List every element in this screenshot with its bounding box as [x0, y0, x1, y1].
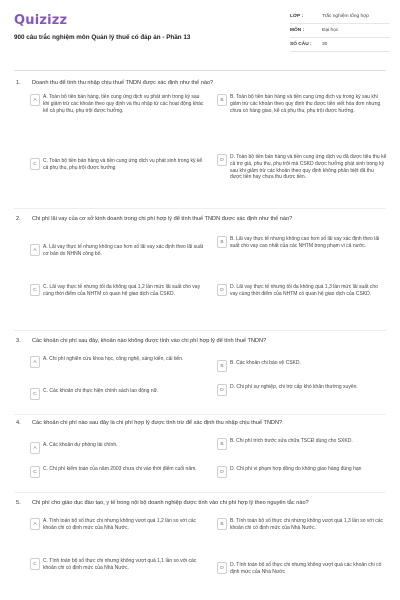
- option-text: A. Lãi vay thực tế nhưng không cao hơn số lãi vay xác định theo lãi suất cơ bản do NHNN công bố.: [43, 244, 204, 257]
- meta-key: MÔN :: [290, 28, 305, 33]
- option-letter: C: [30, 388, 40, 400]
- option-text: D. Tính toán bộ số thực chi nhưng không vượt quá các khoản chi có định mức của Nhà Nước: [230, 562, 382, 575]
- option-text: B. Tính toán bộ số thực chi nhưng không vượt quá 1,3 lần so với các khoản chi có định mức của Nhà Nước.: [230, 518, 383, 531]
- option-a[interactable]: [30, 356, 205, 368]
- option-d[interactable]: [217, 466, 387, 478]
- option-letter: A: [30, 244, 40, 256]
- question-divider: [14, 330, 386, 331]
- option-b[interactable]: [217, 94, 387, 114]
- option-text: C. Các khoản chi thực hiện chính sách lao động nữ.: [43, 388, 159, 394]
- option-letter: A: [30, 356, 40, 368]
- option-letter: B: [217, 236, 227, 248]
- option-text: B. Chi phí trích trước sửa chữa TSCĐ dùng cho SXKD.: [230, 438, 353, 444]
- option-letter: C: [30, 158, 40, 170]
- worksheet-title: 900 câu trắc nghiệm môn Quản lý thuế có đáp án - Phần 13: [14, 34, 191, 41]
- question-text: Chi phí cho giáo dục đào tạo, y tế trong nội bộ doanh nghiệp được tính vào chi phí hợp lý theo nguyên tắc nào?: [32, 500, 309, 506]
- option-letter: D: [217, 562, 227, 574]
- option-d[interactable]: [217, 154, 387, 181]
- option-a[interactable]: [30, 244, 205, 258]
- meta-key: LỚP :: [290, 14, 304, 19]
- meta-row-class: [290, 10, 390, 24]
- option-b[interactable]: [217, 236, 387, 250]
- option-c[interactable]: [30, 284, 205, 298]
- option-text: D. Chi phí sự nghiệp, chi trợ cấp khó khăn thường xuyên.: [230, 384, 358, 390]
- option-text: C. Tính toán bộ số thực chi nhưng không vượt quá 1,1 lần so với các khoản chi có định mức của Nhà Nước.: [43, 558, 197, 571]
- option-letter: B: [217, 438, 227, 450]
- option-c[interactable]: [30, 158, 205, 172]
- option-text: A. Tính toán bộ số thực chi nhưng không vượt quá 1,2 lần so với các khoản chi có định mức của Nhà Nước.: [43, 518, 196, 531]
- option-letter: B: [217, 360, 227, 372]
- option-d[interactable]: [217, 284, 387, 298]
- question-text: Các khoản chi phí sau đây, khoản nào không được tính vào chi phí hợp lý để tính thuế TNDN?: [32, 338, 267, 344]
- option-text: D. Chi phí vi phạm hợp đồng do không giao hàng đúng hạn: [230, 466, 362, 472]
- question-number: 4.: [16, 420, 21, 426]
- option-text: D. Toàn bộ tiền bán hàng và tiền cung ứng dịch vụ đã được tiêu thụ kể cả trợ giá, phụ thu, phụ trội mà CSKD được hưởng phát sinh trong kỳ sau khi giảm trừ các khoản theo quy định không phân biệt đã thu được tiền hay chưa thu được tiền.: [230, 154, 387, 181]
- option-letter: D: [217, 384, 227, 396]
- option-text: B. Lãi vay thực tế nhưng không cao hơn số lãi vay xác định theo lãi suất cho vay cao nhất của các NHTM trong phạm vi cả nước.: [230, 236, 380, 249]
- question-divider: [14, 492, 386, 493]
- option-b[interactable]: [217, 360, 387, 372]
- option-text: A. Chi phí nghiên cứu khoa học, công nghệ, sáng kiến, cải tiến.: [43, 356, 184, 362]
- option-text: C. Lãi vay thực tế nhưng tối đa không quá 1,2 lần mức lãi suất cho vay cùng thời điểm của NHTM có quan hệ giao dịch của CSKD.: [43, 284, 201, 297]
- option-text: B. Các khoản chi báo vệ CSKD.: [230, 360, 301, 366]
- meta-row-subject: [290, 24, 390, 38]
- option-a[interactable]: [30, 442, 205, 454]
- option-b[interactable]: [217, 518, 387, 532]
- option-letter: C: [30, 284, 40, 296]
- meta-key: SỐ CÂU :: [290, 42, 312, 47]
- option-letter: B: [217, 518, 227, 530]
- question-number: 5.: [16, 500, 21, 506]
- option-letter: D: [217, 154, 227, 166]
- quizizz-logo: Quizizz: [14, 13, 68, 28]
- option-letter: A: [30, 442, 40, 454]
- option-text: B. Toàn bộ tiền bán hàng và tiền cung ứng dịch vụ trong kỳ sau khi giảm trừ các khoản theo quy định thu được tiền viết hóa đơn nhưng chưa có hàng giao, kể cả phụ thu, phụ trội được hưởng.: [230, 94, 381, 114]
- option-text: A. Các khoản dự phòng tài chính.: [43, 442, 118, 448]
- option-letter: A: [30, 94, 40, 106]
- option-letter: D: [217, 466, 227, 478]
- question-number: 3.: [16, 338, 21, 344]
- meta-value: Trắc nghiệm tổng hợp: [322, 14, 369, 19]
- option-text: A. Toàn bộ tiền bán hàng, tiền cung ứng dịch vụ phát sinh trong kỳ sau khi giảm trừ các khoản theo quy định và thu nhập từ các hoạt động khác kể cả phụ thu, phụ trội được hưởng.: [43, 94, 204, 114]
- question-text: Chi phí lãi vay của cơ sở kinh doanh trong chi phí hợp lý để tính thuế TNDN được xác định như thế nào?: [32, 216, 293, 222]
- option-d[interactable]: [217, 562, 387, 576]
- option-letter: C: [30, 558, 40, 570]
- option-c[interactable]: [30, 558, 205, 572]
- header-divider: [14, 70, 386, 71]
- meta-value: 30: [322, 42, 328, 47]
- option-text: C. Chi phí kiểm toán của năm 2003 chưa chi vào thời điểm cuối năm.: [43, 466, 197, 472]
- question-divider: [14, 414, 386, 415]
- option-letter: C: [30, 466, 40, 478]
- meta-value: Đại học: [322, 28, 339, 33]
- option-b[interactable]: [217, 438, 387, 450]
- option-c[interactable]: [30, 388, 205, 400]
- option-a[interactable]: [30, 94, 205, 114]
- option-text: D. Lãi vay thực tế nhưng tối đa không quá 1,3 lần mức lãi suất cho vay cùng thời điểm của NHTM có quan hệ giao dịch của CSKD.: [230, 284, 378, 297]
- worksheet-header: [0, 0, 400, 64]
- question-text: Các khoản chi phí nào sau đây là chi phí hợp lý được tính trừ để xác định thu nhập chịu thuế TNDN?: [32, 420, 283, 426]
- question-divider: [14, 208, 386, 209]
- option-d[interactable]: [217, 384, 387, 396]
- meta-row-count: [290, 38, 390, 52]
- option-letter: B: [217, 94, 227, 106]
- option-a[interactable]: [30, 518, 205, 532]
- option-letter: D: [217, 284, 227, 296]
- question-text: Doanh thu để tính thu nhập chịu thuế TNDN được xác định như thế nào?: [32, 80, 214, 86]
- worksheet-meta: [290, 10, 390, 52]
- question-number: 1.: [16, 80, 21, 86]
- option-c[interactable]: [30, 466, 205, 478]
- option-letter: A: [30, 518, 40, 530]
- question-number: 2.: [16, 216, 21, 222]
- option-text: C. Toàn bộ tiền bán hàng và tiền cung ứng dịch vụ phát sinh trong kỳ kể cả phụ thu, phụ trội được hưởng: [43, 158, 203, 171]
